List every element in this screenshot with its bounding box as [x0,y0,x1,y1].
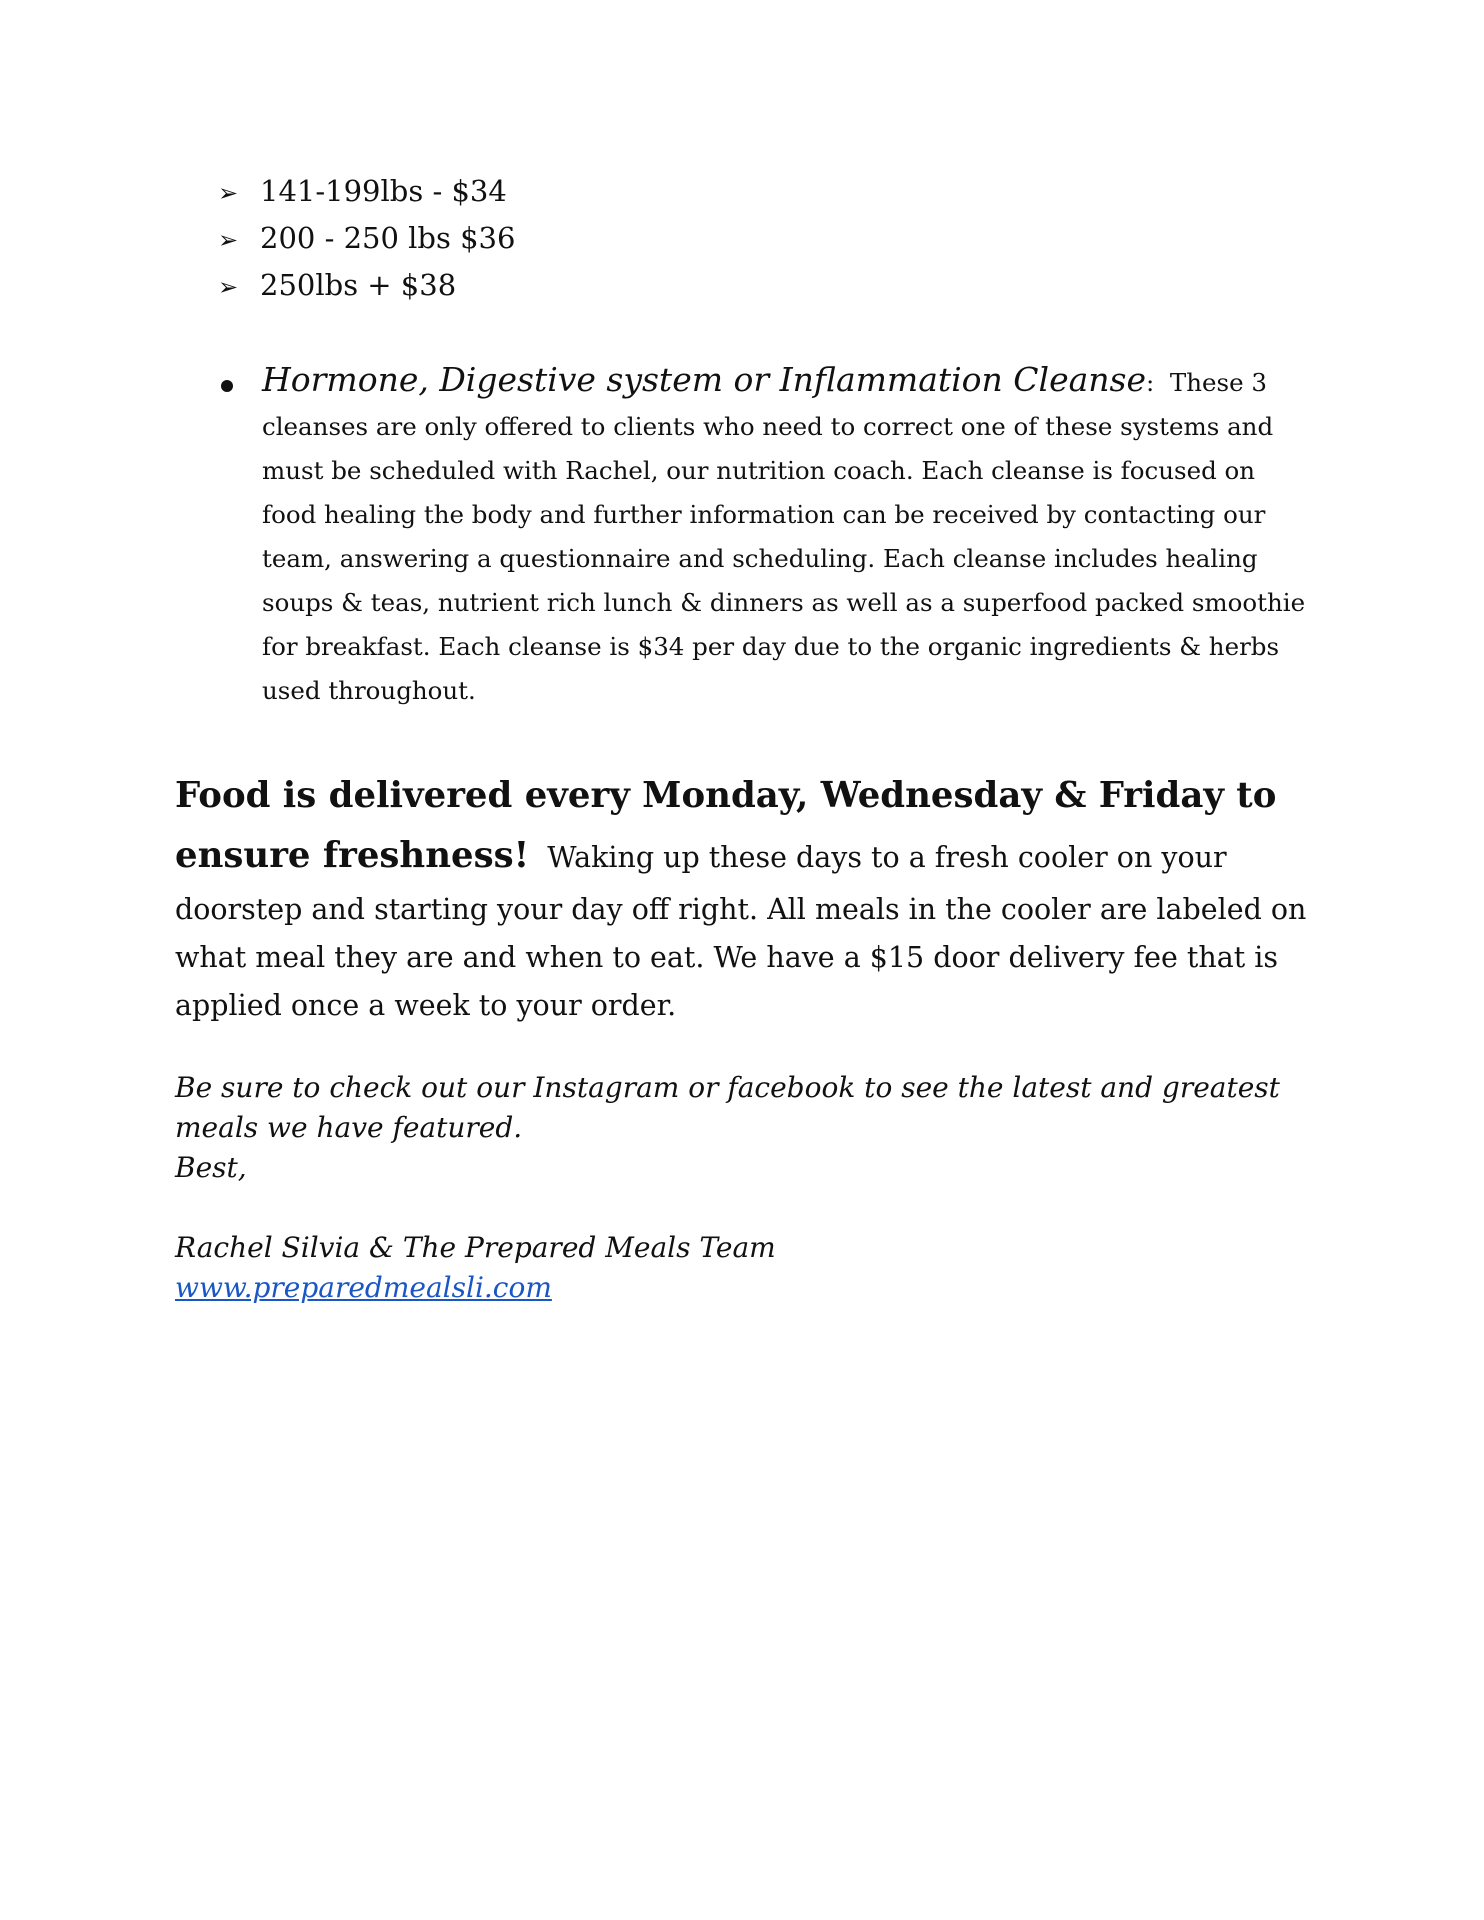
closing-note: Be sure to check out our Instagram or facebook to see the latest and greatest meals we have featured. [175,1071,1280,1144]
cleanse-body: These 3 cleanses are only offered to clients who need to correct one of these systems and must be scheduled with Rachel, our nutrition coach. Each cleanse is focused on food healing the body and further information can be received by contacting our team, answering a questionnaire and scheduling. Each cleanse includes healing soups & teas, nutrient rich lunch & dinners as well as a superfood packed smoothie for breakfast. Each cleanse is $34 per day due to the organic ingredients & herbs used throughout. [262,368,1306,705]
weight-price-text: 141-199lbs - $34 [260,174,507,208]
cleanse-section [218,358,1308,713]
delivery-body: Waking up these days to a fresh cooler on your doorstep and starting your day off right. All meals in the cooler are labeled on what meal they are and when to eat. We have a $15 door delivery fee that is applied once a week to your order. [175,841,1307,1022]
closing-signoff: Best, [175,1151,247,1184]
arrow-bullet-icon: ➢ [218,179,239,207]
closing-signature: Rachel Silvia & The Prepared Meals Team [175,1231,776,1264]
weight-price-text: 250lbs + $38 [260,268,457,302]
delivery-paragraph [175,766,1315,1030]
closing-section [175,1068,1325,1308]
weight-price-text: 200 - 250 lbs $36 [260,221,516,255]
weight-price-list [218,168,515,309]
cleanse-title: Hormone, Digestive system or Inflammation Cleanse [262,360,1147,399]
cleanse-paragraph [262,358,1308,713]
list-item [218,215,515,262]
list-item [218,262,515,309]
cleanse-colon: : [1146,368,1155,397]
delivery-heading: Food is delivered every Monday, Wednesday & Friday to ensure freshness! [175,775,1277,876]
arrow-bullet-icon: ➢ [218,226,239,254]
website-link[interactable]: www.preparedmealsli.com [175,1271,552,1304]
arrow-bullet-icon: ➢ [218,273,239,301]
spacer [175,1188,1325,1228]
bullet-dot-icon [221,380,233,392]
list-item [218,168,515,215]
